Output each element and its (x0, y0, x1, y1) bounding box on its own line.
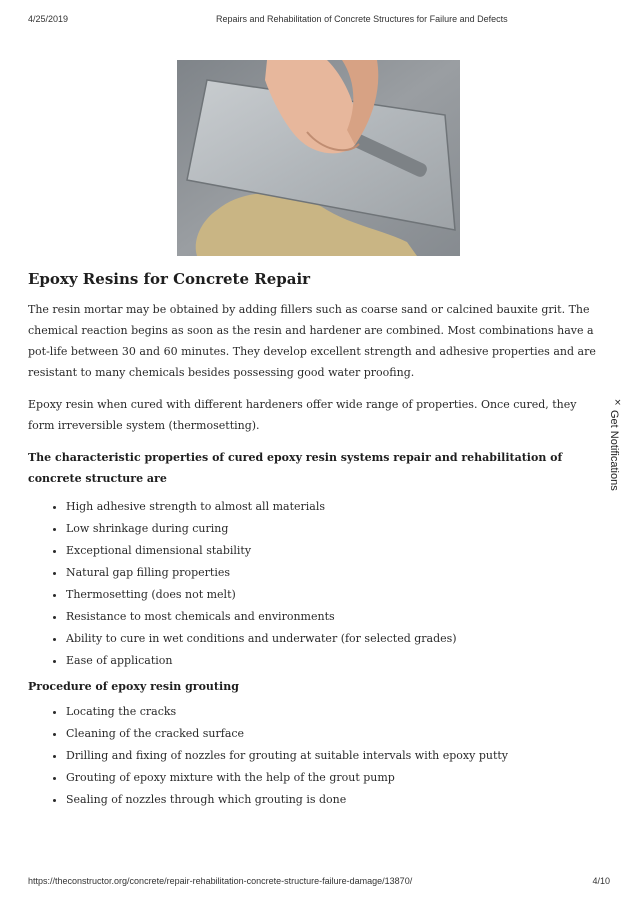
list-item: • Locating the cracks (66, 701, 604, 723)
get-notifications-label[interactable]: Get Notifications (608, 410, 620, 491)
trowel-repair-photo (177, 60, 460, 256)
list-item: • Sealing of nozzles through which grouting is done (66, 789, 604, 811)
list-item: • Ease of application (66, 650, 604, 672)
list-item: • Exceptional dimensional stability (66, 540, 604, 562)
paragraph-resin-mortar: The resin mortar may be obtained by adding fillers such as coarse sand or calcined bauxite grit. The chemical reaction begins as soon as the resin and hardener are combined. Most combinations have a pot-life between 30 and 60 minutes. They develop excellent strength and adhesive properties and are resistant to many chemicals besides possessing good water proofing. (28, 303, 596, 379)
page-url: https://theconstructor.org/concrete/repair-rehabilitation-concrete-structure-failure-damage/13870/ (28, 876, 413, 886)
list-item: • Resistance to most chemicals and environments (66, 606, 604, 628)
list-item: • Cleaning of the cracked surface (66, 723, 604, 745)
procedure-list (28, 701, 604, 811)
list-item: • Natural gap filling properties (66, 562, 604, 584)
properties-heading: The characteristic properties of cured epoxy resin systems repair and rehabilitation of concrete structure are (28, 451, 563, 485)
list-item: • Thermosetting (does not melt) (66, 584, 604, 606)
print-date: 4/25/2019 (28, 14, 69, 24)
close-icon[interactable]: × (614, 398, 622, 408)
get-notifications-tab[interactable] (600, 398, 626, 498)
section-heading: Epoxy Resins for Concrete Repair (28, 270, 311, 288)
list-item: • Ability to cure in wet conditions and underwater (for selected grades) (66, 628, 604, 650)
paragraph-epoxy-cured: Epoxy resin when cured with different hardeners offer wide range of properties. Once cured, they form irreversible system (thermosetting). (28, 398, 577, 432)
list-item: • Grouting of epoxy mixture with the help of the grout pump (66, 767, 604, 789)
properties-list (28, 496, 604, 672)
list-item: • Drilling and fixing of nozzles for grouting at suitable intervals with epoxy putty (66, 745, 604, 767)
procedure-heading: Procedure of epoxy resin grouting (28, 680, 239, 693)
print-page-title: Repairs and Rehabilitation of Concrete Structures for Failure and Defects (216, 14, 508, 24)
list-item: • High adhesive strength to almost all materials (66, 496, 604, 518)
list-item: • Low shrinkage during curing (66, 518, 604, 540)
page-number: 4/10 (592, 876, 610, 886)
article-body (28, 268, 604, 811)
